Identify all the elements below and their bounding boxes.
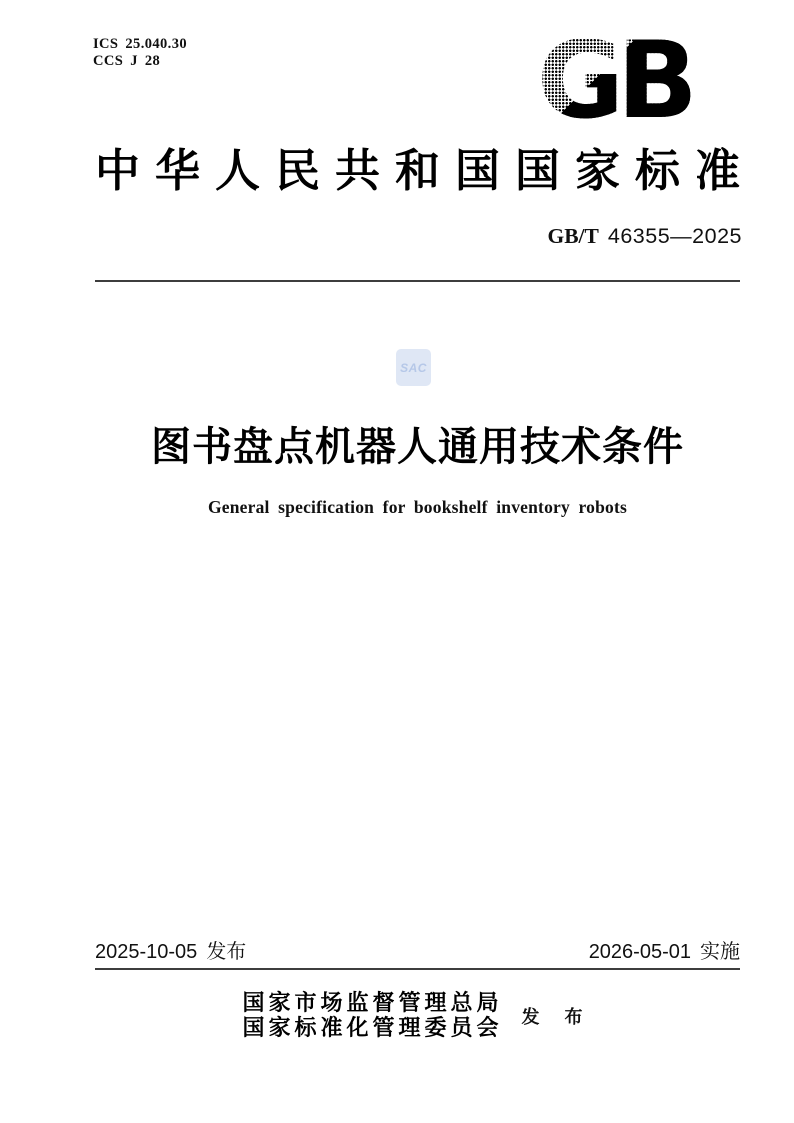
footer-divider-line: [95, 968, 740, 970]
implementation-date-label: 实施: [700, 941, 740, 963]
classification-codes: [93, 36, 187, 70]
standard-number-digits: 46355—2025: [607, 224, 742, 248]
sac-watermark-icon: [396, 349, 431, 386]
release-label: 发 布: [521, 1007, 593, 1027]
issue-date-cell: [95, 940, 246, 964]
implementation-date: 2026-05-01: [588, 941, 691, 963]
ccs-code: CCS J 28: [93, 53, 161, 69]
national-standard-heading: 中华人民共和国国家标准: [95, 146, 740, 196]
issue-date-label: 发布: [206, 941, 247, 963]
implementation-date-cell: [589, 940, 740, 964]
header-divider-line: [95, 280, 740, 282]
document-title-zh: 图书盘点机器人通用技术条件: [151, 425, 684, 469]
document-title-en: General specification for bookshelf inventory robots: [207, 497, 628, 517]
standard-number: [547, 223, 742, 249]
standard-number-prefix: GB/T: [547, 224, 599, 248]
issuer-line-1: 国家市场监督管理总局: [242, 990, 503, 1015]
issue-date: 2025-10-05: [95, 941, 198, 963]
dates-row: [95, 940, 740, 964]
issuing-authorities: [95, 990, 740, 1040]
sac-watermark-text: SAC: [400, 360, 427, 375]
ics-code: ICS 25.040.30: [93, 36, 188, 52]
issuer-names: [242, 990, 502, 1040]
gb-logo-icon: GB: [537, 19, 691, 142]
issuer-line-2: 国家标准化管理委员会: [242, 1015, 503, 1040]
